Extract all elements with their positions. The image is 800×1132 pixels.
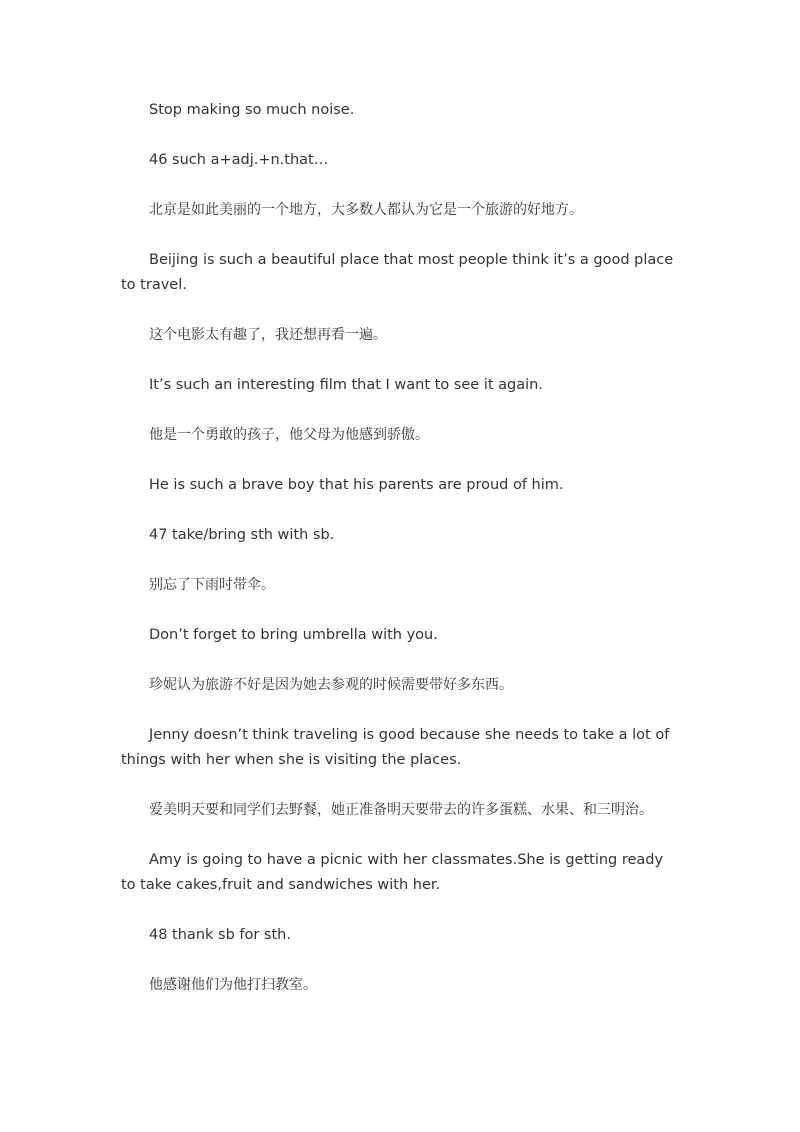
heading-47-take-bring: 47 take/bring sth with sb. [149,527,335,543]
paragraph-13: Jenny doesn’t think traveling is good because she needs to take a lot of things with her when she is visiting the places. [121,727,670,768]
document-body [121,98,681,1023]
heading-48-thank: 48 thank sb for sth. [149,927,291,943]
paragraph-3: 北京是如此美丽的一个地方，大多数人都认为它是一个旅游的好地方。 [149,202,583,218]
paragraph-1: Stop making so much noise. [149,102,355,118]
paragraph-12: 珍妮认为旅游不好是因为她去参观的时候需要带好多东西。 [149,677,513,693]
paragraph-8: He is such a brave boy that his parents are proud of him. [149,477,564,493]
paragraph-4: Beijing is such a beautiful place that most people think it’s a good place to travel. [121,252,674,293]
heading-46-such: 46 such a+adj.+n.that… [149,152,329,168]
paragraph-17: 他感谢他们为他打扫教室。 [149,977,317,993]
paragraph-7: 他是一个勇敢的孩子，他父母为他感到骄傲。 [149,427,429,443]
paragraph-10: 别忘了下雨时带伞。 [149,577,275,593]
paragraph-5: 这个电影太有趣了，我还想再看一遍。 [149,327,387,343]
paragraph-15: Amy is going to have a picnic with her classmates.She is getting ready to take cakes,fruit and sandwiches with her. [121,852,664,893]
paragraph-6: It’s such an interesting film that I want to see it again. [149,377,543,393]
paragraph-11: Don’t forget to bring umbrella with you. [149,627,438,643]
paragraph-14: 爱美明天要和同学们去野餐，她正准备明天要带去的许多蛋糕、水果、和三明治。 [149,802,653,818]
